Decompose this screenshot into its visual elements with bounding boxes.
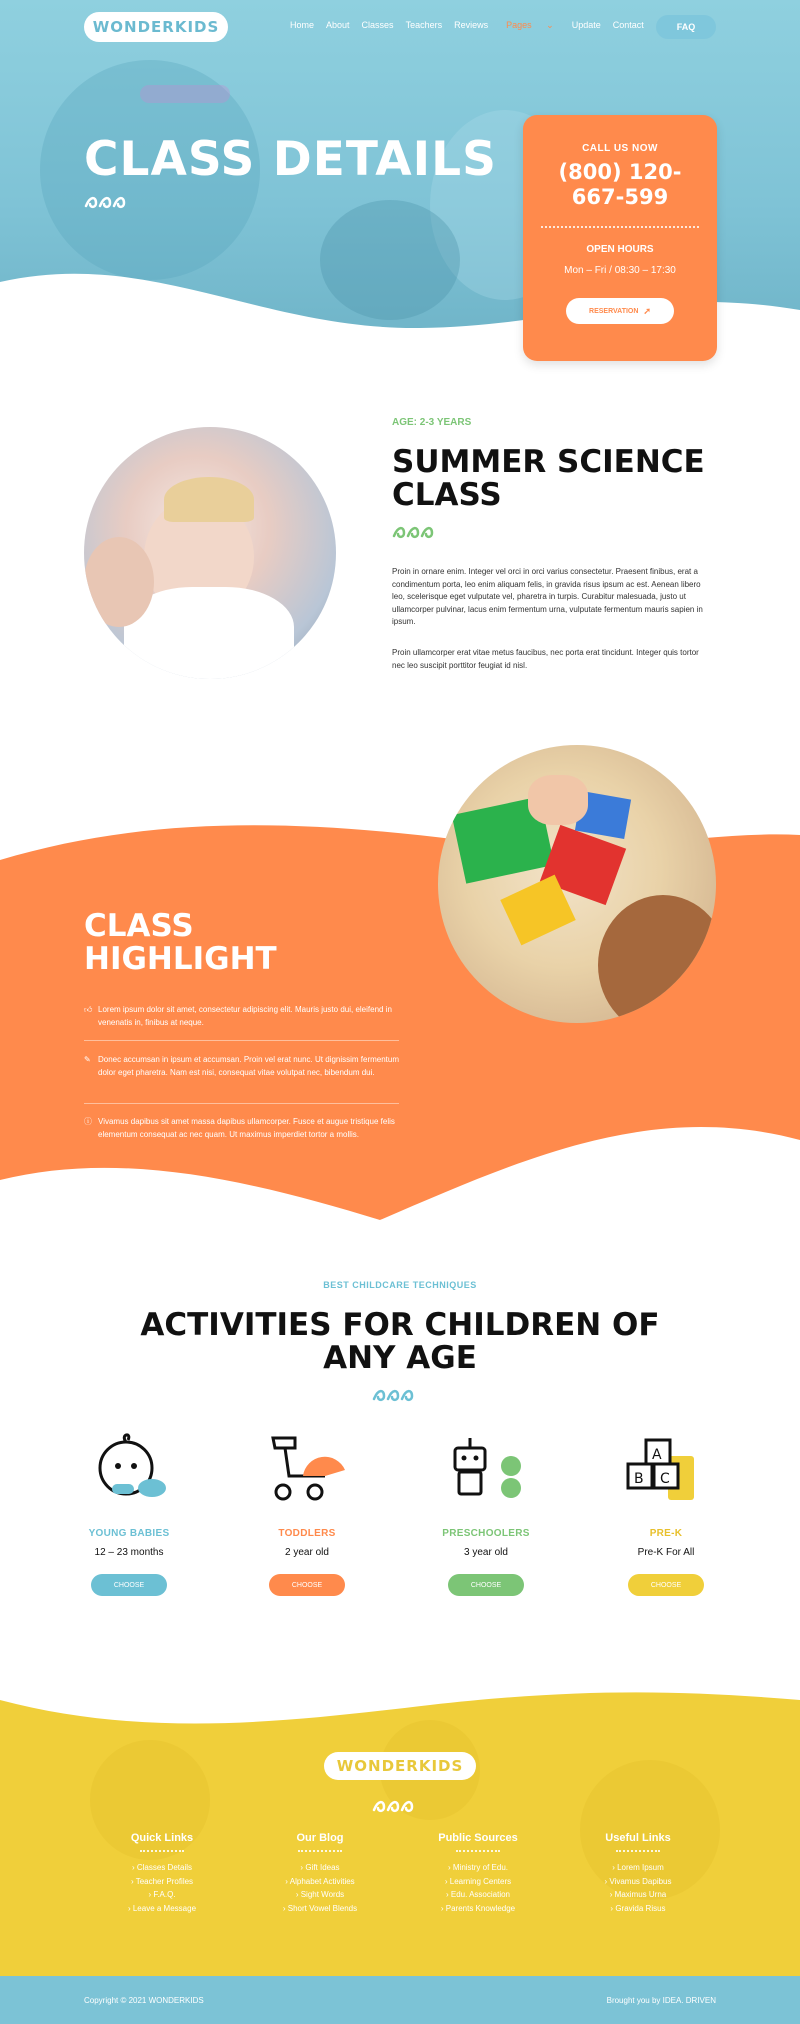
phone-line-2: 667-599 — [571, 185, 669, 209]
phone-number[interactable] — [523, 160, 717, 210]
class-photo-kids-science — [84, 427, 336, 679]
feature-text: Vivamus dapibus sit amet massa dapibus ullamcorper. Fusce et augue tristique felis elementum consequat ac nec quam. Ut maximus imperdiet tortor a mollis. — [98, 1117, 395, 1139]
open-hours-value: Mon – Fri / 08:30 – 17:30 — [564, 265, 676, 276]
activity-name: YOUNG BABIES — [88, 1528, 170, 1539]
activity-card — [411, 1528, 561, 1596]
svg-text:B: B — [634, 1471, 644, 1487]
footer-link[interactable]: › Learning Centers — [408, 1875, 548, 1889]
title-line-1: ACTIVITIES FOR CHILDREN OF — [140, 1307, 660, 1343]
svg-text:C: C — [660, 1471, 670, 1487]
external-link-icon: ➚ — [643, 305, 651, 316]
footer-link[interactable]: › Sight Words — [250, 1888, 390, 1902]
feature-item — [84, 1115, 399, 1141]
nav-pages[interactable] — [494, 20, 566, 31]
info-icon: ⓘ — [84, 1117, 92, 1126]
squiggle-decoration — [372, 1389, 428, 1403]
feature-item — [84, 1053, 399, 1079]
choose-button[interactable]: CHOOSE — [448, 1574, 524, 1596]
page-title: CLASS DETAILS — [84, 132, 497, 187]
footer-link[interactable]: › Gift Ideas — [250, 1861, 390, 1875]
abc-blocks-icon — [622, 1438, 706, 1506]
phone-line-1: (800) 120- — [558, 160, 682, 184]
footer-column — [408, 1832, 548, 1915]
nav-classes[interactable]: Classes — [361, 20, 394, 30]
call-us-label: CALL US NOW — [582, 143, 658, 154]
footer-link[interactable]: › Ministry of Edu. — [408, 1861, 548, 1875]
logo-text: WONDERKIDS — [92, 18, 220, 36]
site-logo[interactable] — [84, 12, 228, 42]
activity-card — [591, 1528, 741, 1596]
footer-column-title: Public Sources — [438, 1832, 518, 1844]
copyright-text: Copyright © 2021 WONDERKIDS — [84, 1996, 204, 2005]
credit-link[interactable]: Brought you by IDEA. DRIVEN — [606, 1996, 716, 2005]
nav-teachers[interactable]: Teachers — [405, 20, 443, 30]
footer-link[interactable]: › Edu. Association — [408, 1888, 548, 1902]
activity-name: TODDLERS — [278, 1528, 336, 1539]
description-paragraph: Proin in ornare enim. Integer vel orci in orci varius consectetur. Praesent finibus, erat a condimentum porta, leo enim aliquam felis, in gravida risus ipsum ac est. Aenean libero leo, scelerisque eget vulputate vel, pharetra in turpis. Curabitur malesuada, justo ut ullamcorper pulvinar, lacus enim fermentum urna, vulputate fermentum mauris sapien in ipsum. — [392, 567, 703, 626]
highlight-title — [84, 910, 277, 976]
divider — [84, 1103, 399, 1104]
call-us-card — [523, 115, 717, 361]
footer-link[interactable]: › Alphabet Activities — [250, 1875, 390, 1889]
activity-age: 2 year old — [285, 1547, 329, 1558]
nav-reviews[interactable]: Reviews — [454, 20, 489, 30]
pencil-icon: ✎ — [84, 1055, 91, 1064]
squiggle-decoration — [84, 196, 140, 210]
chevron-down-icon: ⌄ — [546, 20, 554, 30]
footer-column-title: Our Blog — [296, 1832, 344, 1844]
footer-logo[interactable]: WONDERKIDS — [324, 1752, 476, 1780]
nav-update[interactable]: Update — [571, 20, 601, 30]
title-line-1: SUMMER SCIENCE — [392, 444, 705, 480]
feature-text: Lorem ipsum dolor sit amet, consectetur adipiscing elit. Mauris justo dui, eleifend in venenatis in, finibus at neque. — [98, 1005, 392, 1027]
activity-card — [54, 1528, 204, 1596]
hero-photo-shape — [140, 85, 230, 103]
nav-pages-label: Pages — [506, 20, 532, 30]
open-hours-label: OPEN HOURS — [586, 244, 654, 255]
divider — [84, 1040, 399, 1041]
footer-link[interactable]: › Short Vowel Blends — [250, 1902, 390, 1916]
footer-column — [92, 1832, 232, 1915]
title-line-2: HIGHLIGHT — [84, 941, 277, 977]
footer-link[interactable]: › F.A.Q. — [92, 1888, 232, 1902]
footer-column — [568, 1832, 708, 1915]
activity-name: PRE-K — [649, 1528, 683, 1539]
divider — [140, 1850, 184, 1852]
baby-icon — [92, 1432, 168, 1504]
divider — [541, 226, 699, 228]
nav-about[interactable]: About — [326, 20, 350, 30]
footer-link[interactable]: › Gravida Risus — [568, 1902, 708, 1916]
activities-title — [0, 1309, 800, 1375]
title-line-2: CLASS — [392, 477, 502, 513]
footer-link[interactable]: › Leave a Message — [92, 1902, 232, 1916]
faq-button[interactable]: FAQ — [656, 15, 716, 39]
footer-link[interactable]: › Teacher Profiles — [92, 1875, 232, 1889]
age-badge: AGE: 2-3 YEARS — [392, 417, 472, 428]
feature-item — [84, 1003, 399, 1029]
footer-link[interactable]: › Maximus Urna — [568, 1888, 708, 1902]
class-photo-crafts — [438, 745, 716, 1023]
reservation-button[interactable] — [566, 298, 674, 324]
footer-link[interactable]: › Lorem Ipsum — [568, 1861, 708, 1875]
copyright-bar — [0, 1976, 800, 2024]
choose-button[interactable]: CHOOSE — [628, 1574, 704, 1596]
divider — [298, 1850, 342, 1852]
footer-column-title: Useful Links — [605, 1832, 671, 1844]
nav-home[interactable]: Home — [290, 20, 315, 30]
activity-age: 3 year old — [464, 1547, 508, 1558]
feature-text: Donec accumsan in ipsum et accumsan. Proin vel erat nunc. Ut dignissim fermentum dolor eget pharetra. Nam est nisi, consequat vitae volutpat nec, bibendum dui. — [98, 1055, 400, 1077]
divider — [456, 1850, 500, 1852]
choose-button[interactable]: CHOOSE — [269, 1574, 345, 1596]
activity-card — [232, 1528, 382, 1596]
robot-icon — [445, 1436, 529, 1504]
section-title — [392, 446, 705, 512]
footer-column — [250, 1832, 390, 1915]
activity-age: 12 – 23 months — [94, 1547, 164, 1558]
svg-text:A: A — [652, 1447, 662, 1463]
title-line-1: CLASS — [84, 908, 194, 944]
nav-contact[interactable]: Contact — [612, 20, 644, 30]
footer-background — [0, 1660, 800, 1980]
footer-column-title: Quick Links — [130, 1832, 194, 1844]
footer-link[interactable]: › Vivamus Dapibus — [568, 1875, 708, 1889]
choose-button[interactable]: CHOOSE — [91, 1574, 167, 1596]
stroller-icon — [265, 1432, 349, 1504]
squiggle-decoration — [372, 1800, 428, 1814]
squiggle-decoration — [392, 526, 448, 540]
thumbs-up-icon: 👍︎ — [84, 1005, 93, 1014]
footer-link[interactable]: › Classes Details — [92, 1861, 232, 1875]
main-nav — [284, 20, 650, 31]
section-kicker: BEST CHILDCARE TECHNIQUES — [323, 1280, 477, 1290]
footer-link[interactable]: › Parents Knowledge — [408, 1902, 548, 1916]
title-line-2: ANY AGE — [323, 1340, 477, 1376]
activity-age: Pre-K For All — [637, 1547, 695, 1558]
divider — [616, 1850, 660, 1852]
activity-name: PRESCHOOLERS — [442, 1528, 530, 1539]
reservation-label: RESERVATION — [589, 307, 639, 315]
description-paragraph: Proin ullamcorper erat vitae metus faucibus, nec porta erat tincidunt. Integer quis tortor nec leo suscipit porttitor feugiat id nisl. — [392, 648, 699, 670]
